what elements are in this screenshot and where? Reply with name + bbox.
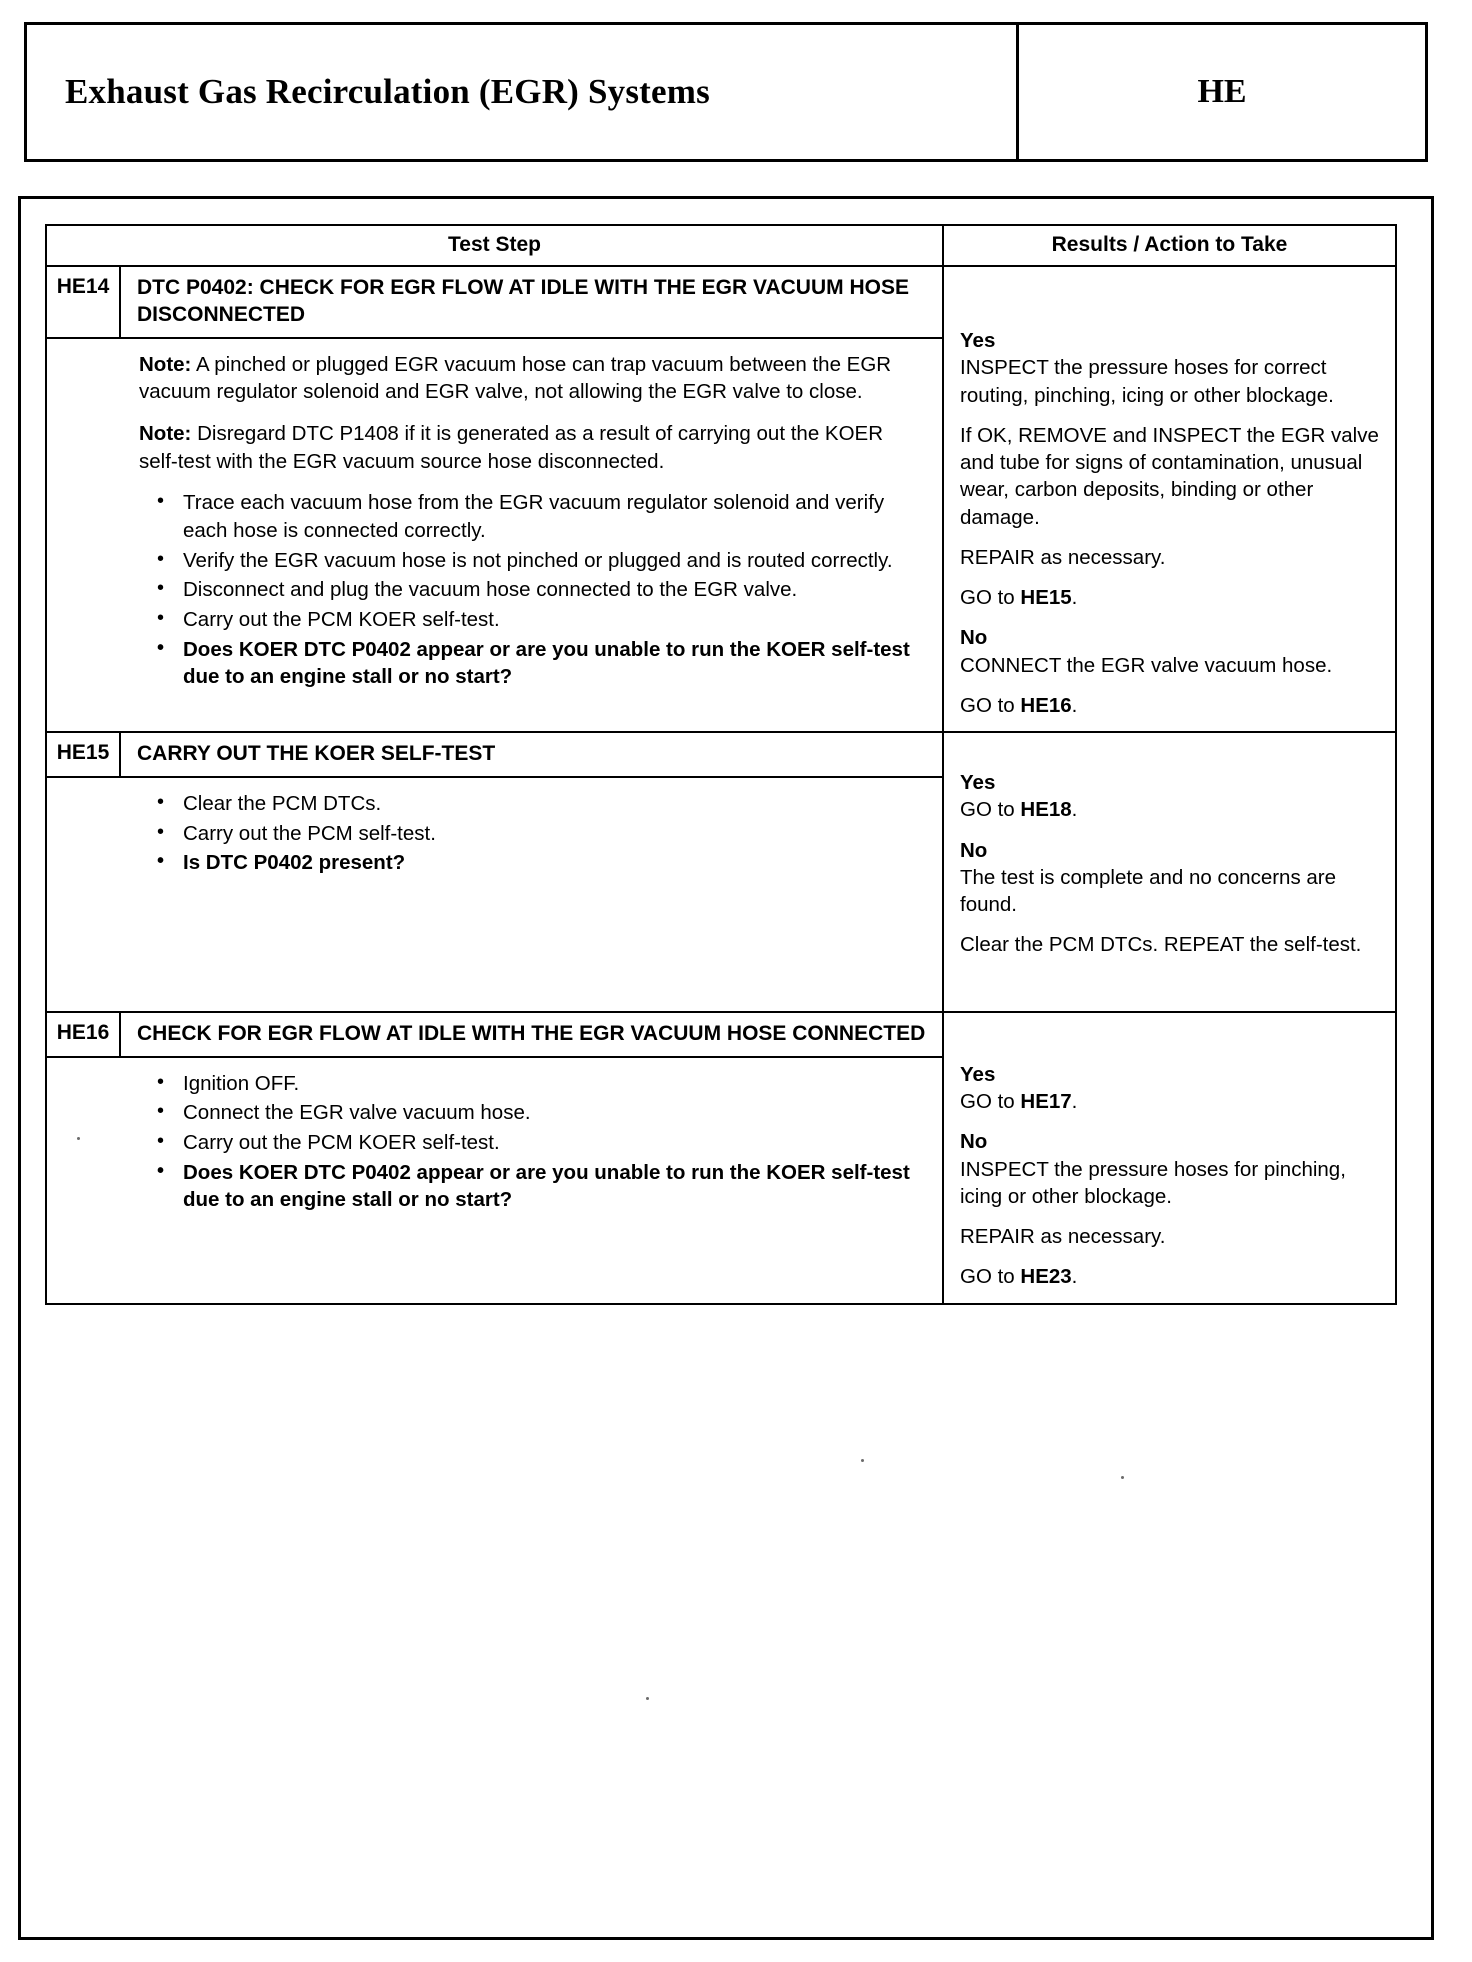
results-action-cell — [944, 267, 1395, 731]
step-id: HE14 — [47, 267, 121, 337]
table-row — [47, 267, 1395, 733]
step-title-row — [47, 733, 942, 778]
goto-prefix: GO to — [960, 798, 1021, 822]
step-bullet-list — [139, 489, 924, 691]
step-body-row — [47, 1058, 942, 1276]
list-item: • Verify the EGR vacuum hose is not pinched or plugged and is routed correctly. — [139, 547, 924, 575]
step-body-gutter — [47, 339, 121, 717]
step-body-row — [47, 339, 942, 717]
step-body-content — [121, 339, 942, 717]
note-label: Note: — [139, 422, 192, 446]
goto-prefix: GO to — [960, 586, 1021, 609]
step-title-row — [47, 267, 942, 339]
goto-target: HE15 — [1020, 586, 1072, 609]
goto-target: HE17 — [1020, 1090, 1072, 1114]
spacer — [139, 1216, 924, 1262]
result-yes-line: REPAIR as necessary. — [960, 545, 1166, 569]
list-item: • Carry out the PCM KOER self-test. — [139, 606, 924, 634]
result-no-line: CONNECT the EGR valve vacuum hose. — [960, 653, 1333, 677]
list-item-question: • Does KOER DTC P0402 appear or are you unable to run the KOER self-test due to an engine stall or no start? — [139, 1159, 924, 1214]
step-body-content — [121, 1058, 942, 1276]
header-code-cell — [1019, 25, 1425, 159]
result-no-label: No — [960, 626, 988, 650]
table-row — [47, 1013, 1395, 1303]
result-no-label: No — [960, 1130, 988, 1154]
list-item-question: • Does KOER DTC P0402 appear or are you unable to run the KOER self-test due to an engine stall or no start? — [139, 636, 924, 691]
goto-suffix: . — [1071, 1090, 1078, 1114]
scan-speck — [646, 1697, 649, 1700]
goto-target: HE23 — [1020, 1265, 1072, 1289]
result-no-line: INSPECT the pressure hoses for pinching, icing or other blockage. — [960, 1157, 1346, 1208]
result-yes-label: Yes — [960, 1062, 996, 1086]
section-code: HE — [1197, 73, 1247, 110]
note-text: Disregard DTC P1408 if it is generated as a result of carrying out the KOER self-test with the EGR vacuum source hose disconnected. — [139, 422, 884, 473]
goto-prefix: GO to — [960, 1090, 1021, 1114]
test-step-cell — [47, 733, 944, 1011]
content-frame — [18, 196, 1434, 1940]
note-label: Note: — [139, 352, 192, 376]
result-no-line: REPAIR as necessary. — [960, 1225, 1166, 1249]
step-body-content — [121, 778, 942, 1011]
note-text: A pinched or plugged EGR vacuum hose can trap vacuum between the EGR vacuum regulator solenoid and EGR valve, not allowing the EGR valve to close. — [139, 352, 892, 404]
list-item: • Disconnect and plug the vacuum hose connected to the EGR valve. — [139, 576, 924, 604]
scan-speck — [77, 1137, 80, 1140]
results-action-cell — [944, 733, 1395, 1011]
step-body-gutter — [47, 778, 121, 1011]
result-no-goto — [960, 692, 1379, 719]
result-yes-goto — [960, 796, 1379, 823]
header-title-cell — [27, 25, 1019, 159]
step-title: CHECK FOR EGR FLOW AT IDLE WITH THE EGR VACUUM HOSE CONNECTED — [137, 1021, 926, 1045]
list-item: • Carry out the PCM self-test. — [139, 820, 924, 848]
table-row — [47, 733, 1395, 1013]
goto-target: HE18 — [1020, 798, 1072, 822]
list-item: • Ignition OFF. — [139, 1070, 924, 1098]
result-yes-label: Yes — [960, 771, 996, 794]
table-header-row — [47, 226, 1395, 267]
result-no-goto — [960, 1263, 1379, 1290]
column-header-results: Results / Action to Take — [1051, 233, 1288, 256]
test-step-cell — [47, 267, 944, 731]
result-yes-line: If OK, REMOVE and INSPECT the EGR valve and tube for signs of contamination, unusual wear, carbon deposits, binding or other damage. — [960, 423, 1379, 529]
test-step-cell — [47, 1013, 944, 1303]
list-item: • Connect the EGR valve vacuum hose. — [139, 1099, 924, 1127]
result-no-label: No — [960, 838, 988, 862]
step-bullet-list — [139, 1070, 924, 1214]
scan-speck — [861, 1459, 864, 1462]
step-body-row — [47, 778, 942, 1011]
goto-suffix: . — [1071, 1265, 1078, 1289]
step-bullet-list — [139, 790, 924, 877]
column-header-test-step: Test Step — [47, 226, 944, 265]
scan-speck — [1121, 1476, 1124, 1479]
step-id: HE16 — [47, 1013, 121, 1056]
goto-target: HE16 — [1020, 693, 1072, 717]
goto-suffix: . — [1071, 693, 1078, 717]
result-yes-goto — [960, 1088, 1379, 1115]
list-item-question: • Is DTC P0402 present? — [139, 849, 924, 877]
note-paragraph — [139, 420, 924, 475]
step-body-gutter — [47, 1058, 121, 1276]
step-title: DTC P0402: CHECK FOR EGR FLOW AT IDLE WITH THE EGR VACUUM HOSE DISCONNECTED — [137, 276, 909, 326]
note-paragraph — [139, 351, 924, 406]
goto-suffix: . — [1071, 798, 1078, 822]
spacer — [139, 879, 924, 997]
goto-prefix: GO to — [960, 693, 1021, 717]
goto-suffix: . — [1071, 586, 1078, 609]
result-yes-goto — [960, 584, 1379, 611]
spacer — [139, 693, 924, 703]
result-yes-line: INSPECT the pressure hoses for correct routing, pinching, icing or other blockage. — [960, 356, 1334, 407]
step-id: HE15 — [47, 733, 121, 776]
diagnostic-table — [45, 224, 1397, 1305]
page-header — [24, 22, 1428, 162]
list-item: • Clear the PCM DTCs. — [139, 790, 924, 818]
goto-prefix: GO to — [960, 1265, 1021, 1289]
results-action-cell — [944, 1013, 1395, 1303]
result-yes-label: Yes — [960, 329, 996, 352]
result-no-line: Clear the PCM DTCs. REPEAT the self-test. — [960, 933, 1362, 957]
step-title: CARRY OUT THE KOER SELF-TEST — [137, 742, 496, 765]
list-item: • Carry out the PCM KOER self-test. — [139, 1129, 924, 1157]
page-title: Exhaust Gas Recirculation (EGR) Systems — [65, 72, 710, 112]
list-item: • Trace each vacuum hose from the EGR vacuum regulator solenoid and verify each hose is connected correctly. — [139, 489, 924, 544]
result-no-line: The test is complete and no concerns are found. — [960, 865, 1337, 916]
step-title-row — [47, 1013, 942, 1058]
